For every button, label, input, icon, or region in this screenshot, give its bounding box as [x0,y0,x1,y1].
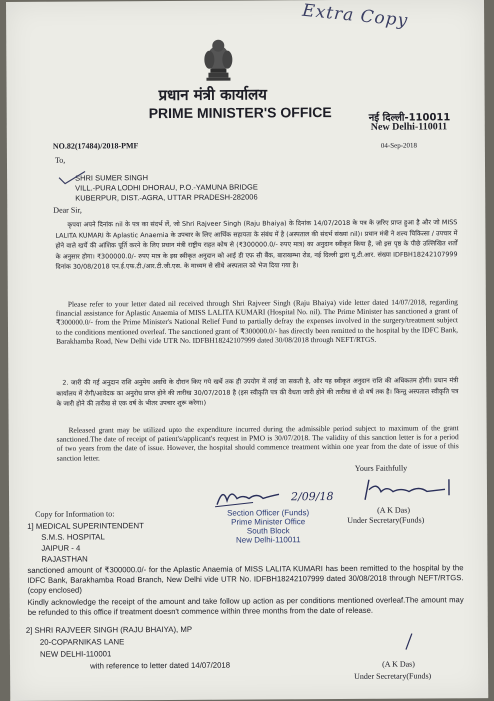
copy-label: Copy for Information to: [35,509,115,519]
signatory-name: (A K Das) [377,505,411,515]
signatory-designation: Under Secretary(Funds) [347,515,425,525]
city-hindi: नई दिल्ली-110011 [368,112,451,124]
english-paragraph-2: Released grant may be utilized upto the expenditure incurred during the admissible period subject to maximum of the grant sanctioned.The date of receipt of patient's/applicant's request in PMO is 30/07/2018. The validity of this sanction letter is for a period of two years from the date of issue. However, the hospital should commence treatment within one year from the date of issue of this sanction letter. [56,423,459,463]
copy-recipient-line-3: JAIPUR - 4 [41,543,81,553]
office-stamp [205,508,331,545]
handwritten-stroke [404,632,414,652]
stamp-line-2: Prime Minister Office [231,517,306,527]
signatory2-name: (A K Das) [382,659,415,669]
extra-copy-annotation: Extra Copy [301,0,410,32]
letter-page [6,0,488,701]
office-title-hindi: प्रधान मंत्री कार्यालय [158,85,268,105]
hindi-paragraph-1: कृपया अपने दिनांक nil के पत्र का संदर्भ लें, जो Shri Rajveer Singh (Raju Bhaiya) के दिनांक 14/07/2018 के पत्र के ज़रिए प्राप्त हुआ है और जो MISS LALITA KUMARI के Aplastic Anaemia के उपचार के लिए आर्थिक सहायता के संबंध में है (अस्पताल की संदर्भ संख्या nil)। प्रधान मंत्री ने शल्य चिकित्सा / उपचार में होने वाले खर्चे की आंशिक पूर्ति करने के लिए प्रधान मंत्री राष्ट्रीय राहत कोष से (₹300000.0/- रुपए मात्र) का अनुदान स्वीकृत किया है, जो इस पृष्ठ के पीछे उल्लिखित शर्तों के अनुसार होगा। ₹300000.0/- रुपए मात्र के इस स्वीकृत अनुदान को आई डी एफ सी बैंक, बाराखम्भा रोड, नई दिल्ली द्वारा यू.टी.आर. संख्या IDFBH18242107999 दिनांक 30/08/2018 एन.ई.एफ.टी./आर.टी.जी.एस. के माध्यम से सीधे अस्पताल को भेज दिया गया है। [55,218,458,271]
copy2-line-3: NEW DELHI-110001 [39,649,112,659]
hindi-paragraph-2: 2. जारी की गई अनुदान राशि अनुमेय अवधि के दौरान किए गये खर्चे तक ही उपयोग में लाई जा सकती है, और यह स्वीकृत अनुदान राशि की अधिकतम होगी। प्रधान मंत्री कार्यालय में रोगी/आवेदक का अनुरोध प्राप्त होने की तारीख 30/07/2018 है (इस स्वीकृति पत्र की वैधता जारी होने की तारीख से दो वर्ष तक है। किन्तु अस्पताल स्वीकृति पत्र के जारी होने की तारीख से एक वर्ष के भीतर उपचार शुरू करेगा।) [56,376,459,408]
signature-date: 2/09/18 [290,490,334,504]
copy2-reference: with reference to letter dated 14/07/2018 [90,660,231,671]
addressee-name: SHRI SUMER SINGH [75,173,149,183]
city-english: New Delhi-110011 [370,121,448,133]
handwritten-tick-mark [57,170,87,186]
stamp-line-3: South Block [246,526,290,536]
signature-1 [213,484,283,510]
stamp-line-1: Section Officer (Funds) [227,508,310,518]
copy-recipient-line-1: 1] MEDICAL SUPERINTENDENT [27,521,144,531]
copy2-line-1: 2] SHRI RAJVEER SINGH (RAJU BHAIYA), MP [25,624,193,635]
closing: Yours Faithfully [354,463,408,473]
copy2-line-2: 20-COPARNIKAS LANE [39,637,125,647]
to-label: To, [54,155,66,165]
reference-number: NO.82(17484)/2018-PMF [52,141,139,151]
copy-kindly-paragraph: Kindly acknowledge the receipt of the amount and take follow up action as per conditions mentioned overleaf.The amount may be refunded to this office if treatment doesn't commence within three months from the date of release. [27,595,464,617]
salutation: Dear Sir, [53,205,82,215]
national-emblem-icon [200,33,236,85]
office-title-english: PRIME MINISTER'S OFFICE [148,104,332,122]
copy-recipient-line-4: RAJASTHAN [41,554,88,564]
copy-recipient-line-2: S.M.S. HOSPITAL [41,532,105,542]
addressee-address-line-1: VILL.-PURA LODHI DHORAU, P.O.-YAMUNA BRIDGE [75,182,258,193]
copy-paragraph: sanctioned amount of ₹300000.0/- for the Aplastic Anaemia of MISS LALITA KUMARI has been remitted to the hospital by the IDFC Bank, Barakhamba Road Branch, New Delhi vide UTR No. IDFBH18242107999 dated 30/08/2018 through NEFT/RTGS. (copy enclosed) [27,563,464,595]
stamp-line-4: New Delhi-110011 [235,535,301,545]
signatory2-designation: Under Secretary(Funds) [354,671,432,681]
signature-2 [361,475,461,504]
addressee-address-line-2: KUBERPUR, DIST.-AGRA, UTTAR PRADESH-282006 [75,192,258,203]
letter-date: 04-Sep-2018 [380,141,418,150]
english-paragraph-1: Please refer to your letter dated nil received through Shri Rajveer Singh (Raju Bhaiya) vide letter dated 14/07/2018, regarding financial assistance for Aplastic Anaemia of MISS LALITA KUMARI (Hospital No. nil). The Prime Minister has sanctioned a grant of ₹300000.0/- from the Prime Minister's National Relief Fund to partially defray the expenses involved in the surgery/treatment subject to the conditions mentioned overleaf. The sanctioned grant of ₹300000.0/- has directly been remitted to the hospital by the IDFC Bank, Barakhamba Road, New Delhi vide UTR No. IDFBH18242107999 dated 30/08/2018 through NEFT/RTGS. [55,297,459,346]
